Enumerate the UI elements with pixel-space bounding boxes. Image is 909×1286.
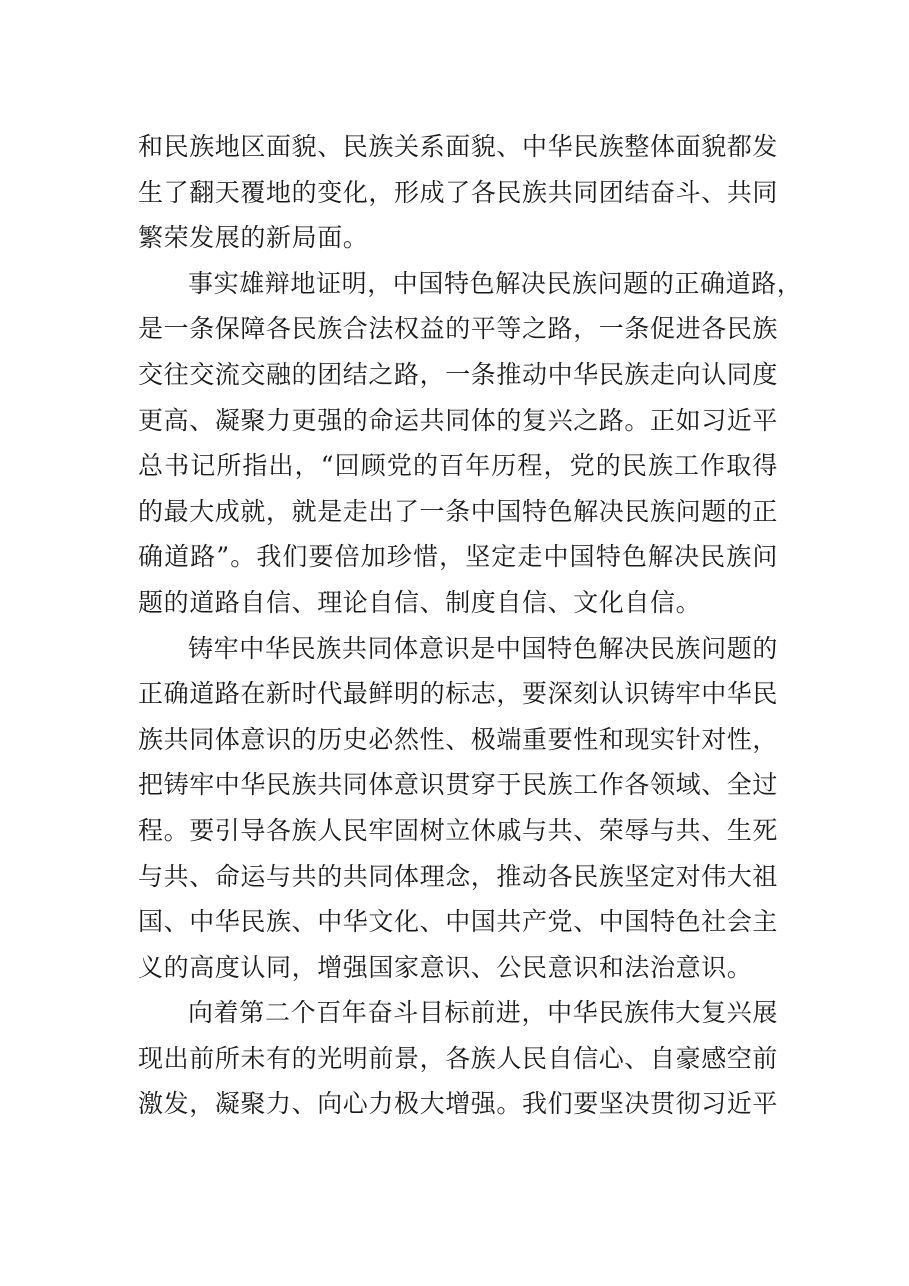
- text-line: 的最大成就，就是走出了一条中国特色解决民族问题的正: [138, 496, 779, 526]
- text-line: 繁荣发展的新局面。: [138, 223, 369, 253]
- text-line: 正确道路在新时代最鲜明的标志，要深刻认识铸牢中华民: [138, 679, 779, 709]
- text-line: 铸牢中华民族共同体意识是中国特色解决民族问题的: [188, 633, 778, 663]
- text-line: 交往交流交融的团结之路，一条推动中华民族走向认同度: [138, 359, 779, 389]
- paragraph: [138, 261, 803, 626]
- text-line: 确道路”。我们要倍加珍惜，坚定走中国特色解决民族问: [138, 542, 778, 572]
- text-line: 国、中华民族、中华文化、中国共产党、中国特色社会主: [138, 907, 779, 937]
- body-text: [138, 124, 803, 1127]
- text-line: 现出前所未有的光明前景，各族人民自信心、自豪感空前: [138, 1043, 779, 1073]
- text-line: 程。要引导各族人民牢固树立休戚与共、荣辱与共、生死: [138, 815, 779, 845]
- text-line: 与共、命运与共的共同体理念，推动各民族坚定对伟大祖: [138, 861, 779, 891]
- paragraph: [138, 990, 778, 1127]
- text-line: 族共同体意识的历史必然性、极端重要性和现实针对性，: [138, 724, 779, 754]
- text-line: 题的道路自信、理论自信、制度自信、文化自信。: [138, 587, 702, 617]
- text-line: 更高、凝聚力更强的命运共同体的复兴之路。正如习近平: [138, 405, 779, 435]
- text-line: 生了翻天覆地的变化，形成了各民族共同团结奋斗、共同: [138, 177, 779, 207]
- text-line: 总书记所指出，“回顾党的百年历程，党的民族工作取得: [138, 451, 778, 481]
- text-line: 和民族地区面貌、民族关系面貌、中华民族整体面貌都发: [138, 132, 779, 161]
- text-line: 把铸牢中华民族共同体意识贯穿于民族工作各领域、全过: [138, 770, 779, 800]
- text-line: 事实雄辩地证明，中国特色解决民族问题的正确道路，: [188, 268, 803, 298]
- text-line: 是一条保障各民族合法权益的平等之路，一条促进各民族: [138, 314, 779, 344]
- paragraph: [138, 124, 778, 261]
- paragraph: [138, 626, 778, 991]
- text-line: 向着第二个百年奋斗目标前进，中华民族伟大复兴展: [188, 998, 778, 1028]
- text-line: 义的高度认同，增强国家意识、公民意识和法治意识。: [138, 952, 753, 982]
- text-line: 激发，凝聚力、向心力极大增强。我们要坚决贯彻习近平: [138, 1089, 779, 1119]
